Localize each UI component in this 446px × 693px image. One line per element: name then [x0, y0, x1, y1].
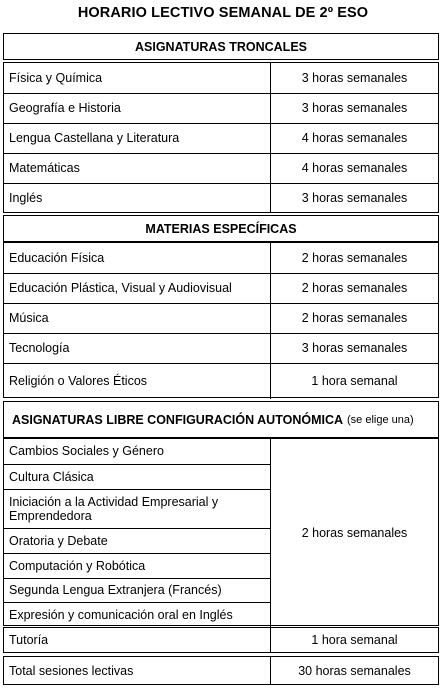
- subject-cell: Cultura Clásica: [4, 464, 271, 489]
- table-row: [4, 303, 438, 333]
- libre-header-note: (se elige una): [347, 413, 414, 426]
- table-row: [4, 439, 438, 464]
- troncales-table: [3, 62, 439, 213]
- table-row: [4, 123, 438, 153]
- hours-cell: 3 horas semanales: [271, 63, 439, 93]
- subject-cell: Educación Física: [4, 243, 271, 273]
- subject-cell: Lengua Castellana y Literatura: [4, 123, 271, 153]
- page-title: HORARIO LECTIVO SEMANAL DE 2º ESO: [77, 5, 369, 21]
- table-row: [4, 63, 438, 93]
- subject-cell: Inglés: [4, 183, 271, 213]
- subject-cell: Matemáticas: [4, 153, 271, 183]
- hours-cell: 1 hora semanal: [271, 363, 439, 399]
- table-row: [4, 333, 438, 363]
- hours-cell: 2 horas semanales: [271, 439, 439, 627]
- table-row: [4, 628, 438, 652]
- subject-cell: Tecnología: [4, 333, 271, 363]
- table-row: [4, 243, 438, 273]
- hours-cell: 3 horas semanales: [271, 333, 439, 363]
- hours-cell: 30 horas semanales: [271, 657, 439, 684]
- troncales-header: ASIGNATURAS TRONCALES: [3, 33, 439, 60]
- table-row: [4, 93, 438, 123]
- subject-cell: Física y Química: [4, 63, 271, 93]
- subject-cell: Expresión y comunicación oral en Inglés: [4, 602, 271, 627]
- tutoria-table: [3, 627, 439, 653]
- subject-cell: Música: [4, 303, 271, 333]
- hours-cell: 3 horas semanales: [271, 93, 439, 123]
- subject-cell: Tutoría: [4, 628, 271, 652]
- subject-cell: Iniciación a la Actividad Empresarial y Emprendedora: [4, 489, 271, 528]
- subject-cell: Oratoria y Debate: [4, 528, 271, 553]
- subject-cell: Total sesiones lectivas: [4, 657, 271, 684]
- table-row: [4, 363, 438, 399]
- hours-cell: 2 horas semanales: [271, 303, 439, 333]
- hours-cell: 2 horas semanales: [271, 243, 439, 273]
- subject-cell: Segunda Lengua Extranjera (Francés): [4, 578, 271, 602]
- subject-cell: Cambios Sociales y Género: [4, 439, 271, 464]
- hours-cell: 1 hora semanal: [271, 628, 439, 652]
- table-row: [4, 153, 438, 183]
- table-row: [4, 657, 438, 684]
- total-table: [3, 656, 439, 685]
- libre-header-label: ASIGNATURAS LIBRE CONFIGURACIÓN AUTONÓMICA: [12, 412, 344, 427]
- subject-cell: Religión o Valores Éticos: [4, 363, 271, 399]
- hours-cell: 2 horas semanales: [271, 273, 439, 303]
- especificas-table: [3, 242, 439, 398]
- subject-cell: Educación Plástica, Visual y Audiovisual: [4, 273, 271, 303]
- subject-cell: Computación y Robótica: [4, 553, 271, 578]
- subject-cell: Geografía e Historia: [4, 93, 271, 123]
- hours-cell: 4 horas semanales: [271, 153, 439, 183]
- table-row: [4, 273, 438, 303]
- table-row: [4, 183, 438, 213]
- hours-cell: 3 horas semanales: [271, 183, 439, 213]
- libre-table: [3, 438, 439, 626]
- libre-header: [3, 401, 439, 438]
- especificas-header: MATERIAS ESPECÍFICAS: [3, 215, 439, 242]
- hours-cell: 4 horas semanales: [271, 123, 439, 153]
